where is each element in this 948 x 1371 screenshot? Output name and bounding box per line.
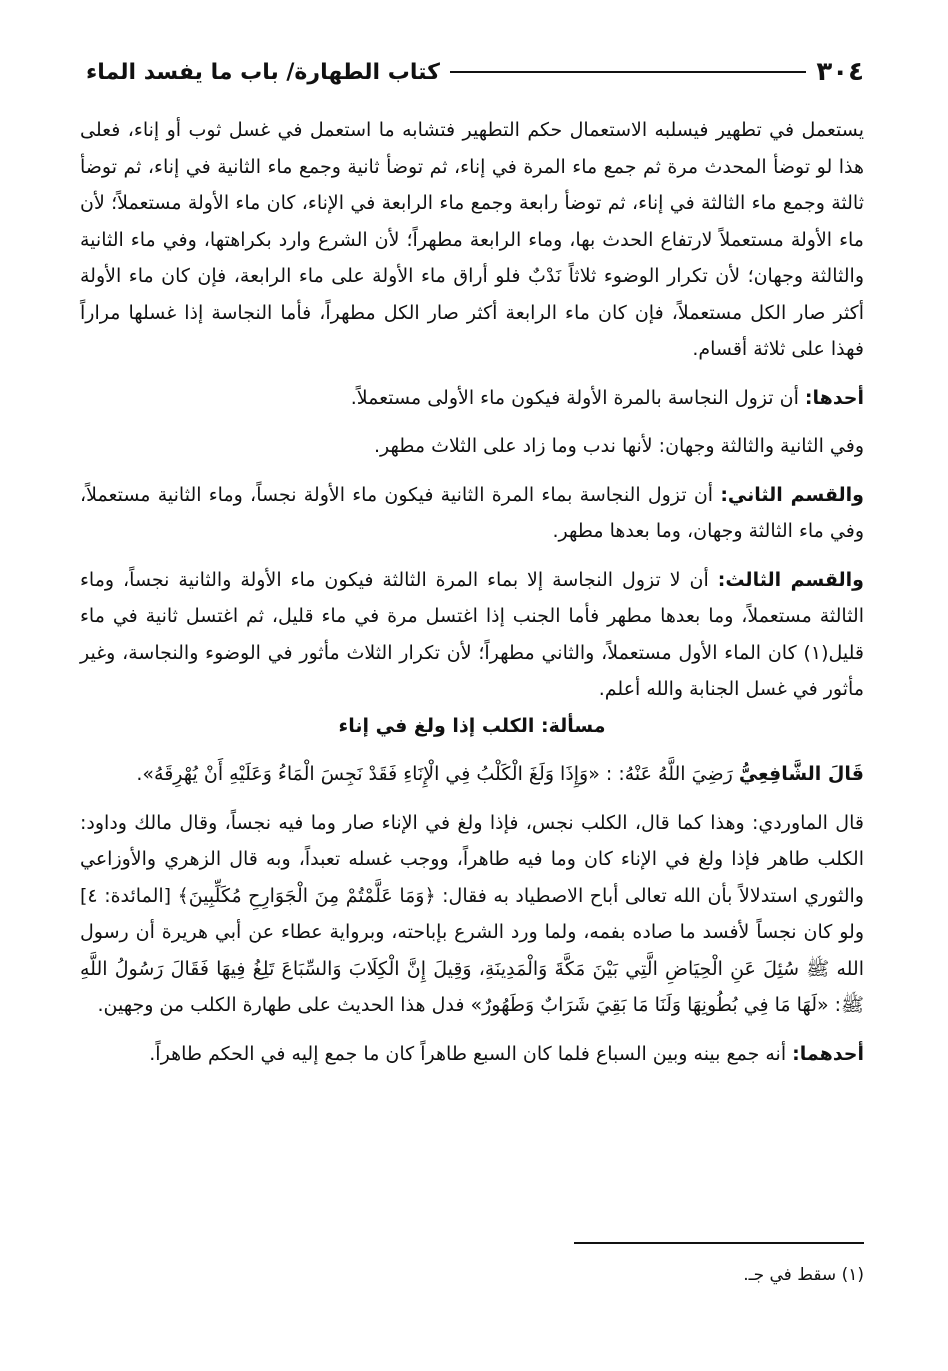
page-number: ٣٠٤ (816, 57, 864, 87)
paragraph-6: قال الماوردي: وهذا كما قال، الكلب نجس، فإذا ولغ في الإناء صار وما فيه نجساً، وقال مالك وداود: الكلب طاهر فإذا ولغ في الإناء كان وما فيه طاهراً، ووجب غسله تعبداً، وبه قال الزهري والأوزاعي والثوري استدلالاً بأن الله تعالى أباح الاصطياد به فقال: ﴿وَمَا عَلَّمْتُمْ مِنَ الْجَوَارِحِ مُكَلِّبِينَ﴾ [المائدة: ٤] ولو كان نجساً لأفسد ما صاده بفمه، ولما ورد الشرع بإباحته، وبرواية عطاء عن أبي هريرة أن رسول الله ﷺ سُئِلَ عَنِ الْحِيَاضِ الَّتِي بَيْنَ مَكَّةَ وَالْمَدِينَةِ، وَقِيلَ إِنَّ الْكِلَابَ وَالسِّبَاعَ تَلِغُ فِيهَا فَقَالَ رَسُولُ اللَّهِ ﷺ: «لَهَا مَا فِي بُطُونِهَا وَلَنَا مَا بَقِيَ شَرَابٌ وَطَهُورٌ» فدل هذا الحديث على طهارة الكلب من وجهين. (80, 811, 864, 1016)
paragraph-7-text: أنه جمع بينه وبين السباع فلما كان السبع طاهراً كان ما جمع إليه في الحكم طاهراً. (149, 1042, 793, 1065)
page-header (86, 52, 864, 92)
paragraph-5-lead: والقسم الثالث: (717, 568, 864, 591)
quote-text: رَضِيَ اللَّهُ عَنْهُ: : «وَإِذَا وَلَغَ الْكَلْبُ فِي الْإِنَاءِ فَقَدْ نَجِسَ الْمَاءُ وَعَلَيْهِ أَنْ يُهْرِقَهُ». (136, 763, 739, 785)
footnote: (١) سقط في جـ. (743, 1265, 864, 1285)
running-title: كتاب الطهارة/ باب ما يفسد الماء (86, 59, 440, 85)
paragraph-4-text: أن تزول النجاسة بماء المرة الثانية فيكون ماء الأولة نجساً، وماء الثانية مستعملاً، وفي ماء الثالثة وجهان، وما بعدها مطهر. (80, 483, 864, 542)
footnote-rule (574, 1242, 864, 1244)
section-heading: مسألة: الكلب إذا ولغ في إناء (338, 714, 606, 737)
paragraph-4 (80, 477, 864, 550)
paragraph-2-lead: أحدها: (804, 386, 864, 409)
header-rule (450, 71, 806, 73)
quote-lead: قَالَ الشَّافِعِيُّ (738, 763, 864, 785)
paragraph-4-lead: والقسم الثاني: (720, 483, 864, 506)
paragraph-2 (80, 380, 864, 417)
paragraph-3: وفي الثانية والثالثة وجهان: لأنها ندب وما زاد على الثلاث مطهر. (374, 435, 864, 457)
paragraph-1: يستعمل في تطهير فيسلبه الاستعمال حكم التطهير فتشابه ما استعمل في غسل ثوب أو إناء، فعلى هذا لو توضأ المحدث مرة ثم جمع ماء المرة في إناء، ثم توضأ ثانية وجمع ماء الثانية في إناء، ثم توضأ ثالثة وجمع ماء الثالثة في إناء، ثم توضأ رابعة وجمع ماء الرابعة في الإناء، كان ماء الأولة مستعملاً؛ لأن ماء الأولة مستعملاً لارتفاع الحدث بها، وماء الرابعة مطهراً؛ لأن الشرع وارد بكراهتها، وفي ماء الثانية والثالثة وجهان؛ لأن تكرار الوضوء ثلاثاً نَدْبٌ فلو أراق ماء الأولة على ماء الرابعة، فإن كان ماء الأولة أكثر صار الكل مستعملاً، فإن كان ماء الرابعة أكثر صار الكل مطهراً، فأما النجاسة إذا غسلها مراراً فهذا على ثلاثة أقسام. (80, 119, 864, 360)
paragraph-7-lead: أحدهما: (792, 1042, 864, 1065)
paragraph-5 (80, 562, 864, 708)
main-text (80, 112, 864, 1072)
paragraph-7 (80, 1036, 864, 1073)
paragraph-2-text: أن تزول النجاسة بالمرة الأولة فيكون ماء الأولى مستعملاً. (350, 386, 805, 409)
paragraph-5-text: أن لا تزول النجاسة إلا بماء المرة الثالثة فيكون ماء الأولة والثانية نجساً، وماء الثالثة مستعملاً، وما بعدها مطهر فأما الجنب إذا اغتسل مرة في ماء قليل، ثم اغتسل ثانية في ماء قليل(١) كان الماء الأول مستعملاً، والثاني مطهراً؛ لأن تكرار الثلاث مأثور في الوضوء والنجاسة، وغير مأثور في غسل الجنابة والله أعلم. (80, 568, 864, 700)
quote-paragraph (80, 756, 864, 793)
